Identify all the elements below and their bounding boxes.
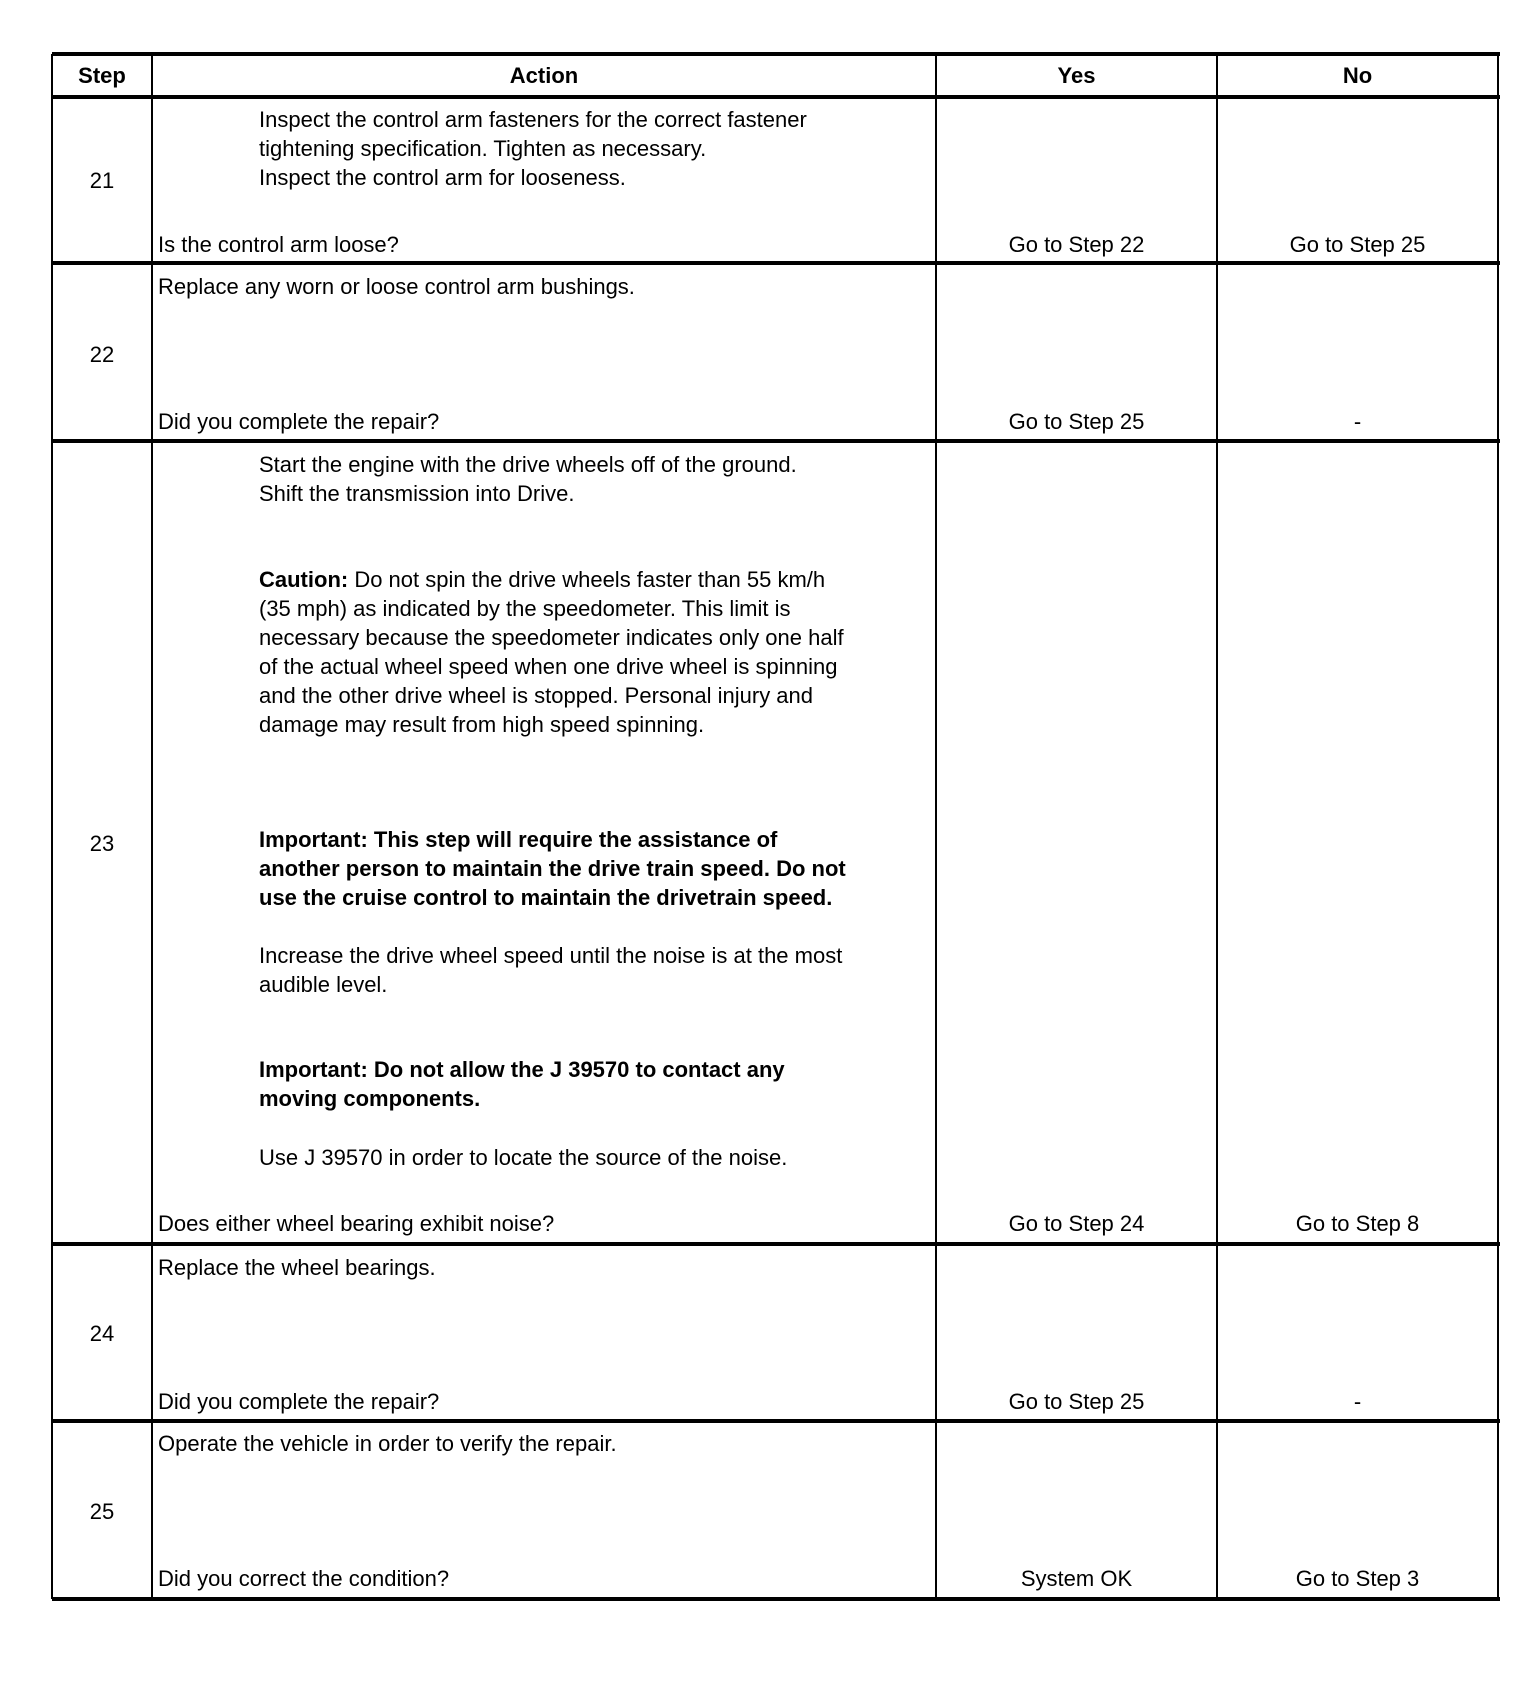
action-text-line: Inspect the control arm for looseness. [259,165,626,190]
action-text-line: Important: Do not allow the J 39570 to contact any [259,1057,785,1082]
question-text: Did you complete the repair? [158,1389,440,1414]
question-text: Did you complete the repair? [158,409,440,434]
horizontal-rule [52,1419,1500,1423]
action-text-line: Replace any worn or loose control arm bushings. [158,274,635,299]
caution-text: Do not spin the drive wheels faster than 55 km/h [348,567,826,592]
action-text-line: Operate the vehicle in order to verify the repair. [158,1431,617,1456]
horizontal-rule [52,52,1500,56]
step-number: 24 [89,1321,115,1346]
action-text-line: Start the engine with the drive wheels off of the ground. [259,452,797,477]
action-text-line: tightening specification. Tighten as necessary. [259,136,707,161]
action-text-line: Replace the wheel bearings. [158,1255,436,1280]
yes-result: Go to Step 24 [1008,1211,1145,1236]
no-result: Go to Step 8 [1295,1211,1420,1236]
yes-result: Go to Step 25 [1008,409,1145,434]
no-result: Go to Step 25 [1289,232,1426,257]
horizontal-rule [52,1597,1500,1601]
horizontal-rule [52,1242,1500,1246]
action-text-line: Shift the transmission into Drive. [259,481,575,506]
column-divider [51,54,53,1599]
no-result: - [1353,1389,1362,1414]
header-yes: Yes [1057,63,1096,88]
action-text-line: use the cruise control to maintain the drivetrain speed. [259,885,833,910]
step-number: 22 [89,342,115,367]
action-text-line: Important: This step will require the assistance of [259,827,778,852]
column-divider [935,54,937,1599]
action-text-line: of the actual wheel speed when one drive wheel is spinning [259,654,838,679]
step-number: 21 [89,168,115,193]
header-no: No [1342,63,1373,88]
step-number: 25 [89,1499,115,1524]
action-text-line: necessary because the speedometer indicates only one half [259,625,844,650]
question-text: Did you correct the condition? [158,1566,450,1591]
header-action: Action [509,63,579,88]
yes-result: Go to Step 25 [1008,1389,1145,1414]
header-step: Step [78,63,126,88]
no-result: - [1353,409,1362,434]
no-result: Go to Step 3 [1295,1566,1420,1591]
yes-result: System OK [1020,1566,1133,1591]
action-text-line: Inspect the control arm fasteners for the correct fastener [259,107,807,132]
horizontal-rule [52,261,1500,265]
action-text-line: damage may result from high speed spinning. [259,712,705,737]
step-number: 23 [89,831,115,856]
action-text-line: Increase the drive wheel speed until the noise is at the most [259,943,843,968]
action-text-line: moving components. [259,1086,481,1111]
action-text-line: (35 mph) as indicated by the speedometer. This limit is [259,596,791,621]
horizontal-rule [52,439,1500,443]
action-text-line: Use J 39570 in order to locate the source of the noise. [259,1145,788,1170]
yes-result: Go to Step 22 [1008,232,1145,257]
action-text-line: audible level. [259,972,388,997]
question-text: Does either wheel bearing exhibit noise? [158,1211,555,1236]
column-divider [1497,54,1499,1599]
column-divider [151,54,153,1599]
action-text-line: another person to maintain the drive train speed. Do not [259,856,846,881]
action-text-line: and the other drive wheel is stopped. Personal injury and [259,683,814,708]
action-text-line [259,565,825,594]
question-text: Is the control arm loose? [158,232,399,257]
horizontal-rule [52,95,1500,99]
column-divider [1216,54,1218,1599]
caution-label: Caution: [259,567,349,592]
